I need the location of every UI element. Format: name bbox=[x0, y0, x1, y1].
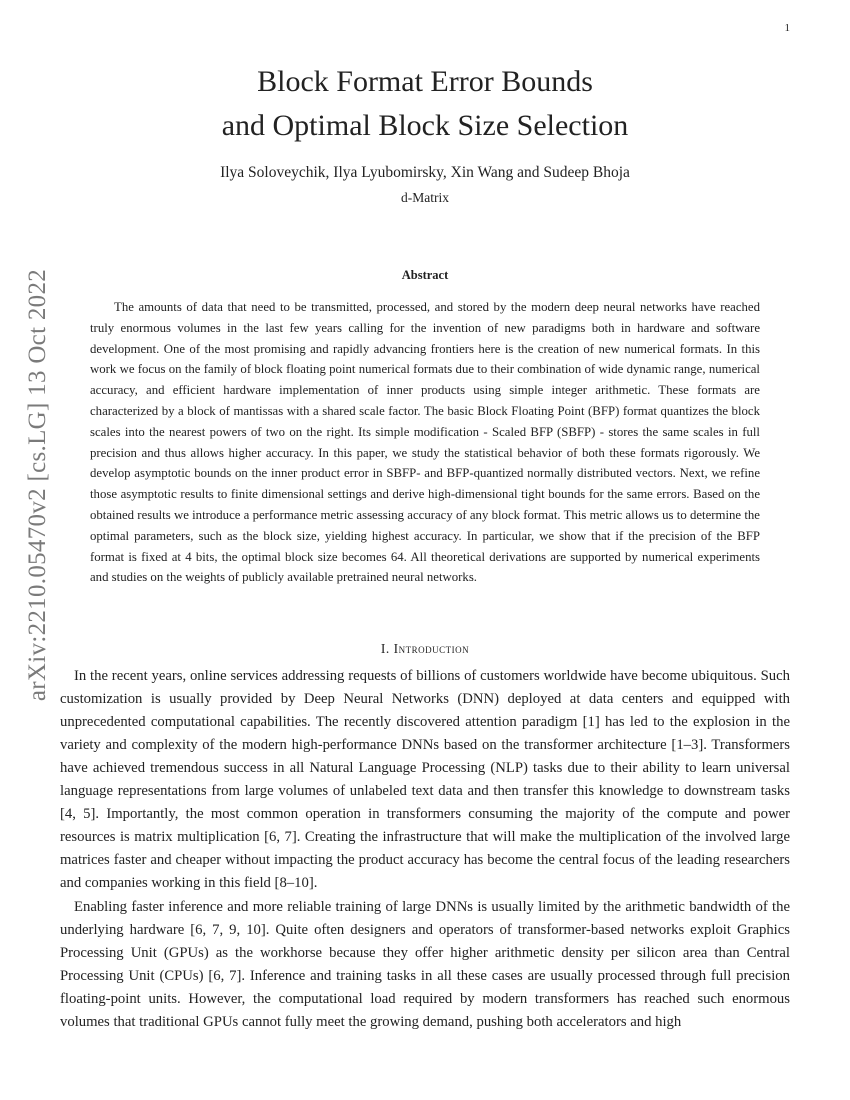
paper-title bbox=[0, 60, 850, 148]
arxiv-identifier-stamp: arXiv:2210.05470v2 [cs.LG] 13 Oct 2022 bbox=[24, 268, 51, 702]
paper-title-line-1: Block Format Error Bounds bbox=[257, 65, 593, 98]
abstract-heading: Abstract bbox=[401, 268, 449, 282]
section-title: Introduction bbox=[393, 641, 470, 656]
affiliation: d-Matrix bbox=[401, 190, 449, 205]
intro-paragraph-1: In the recent years, online services addressing requests of billions of customers worldwide have become ubiquitous. Such customization is usually provided by Deep Neural Networks (DNN) deployed at data centers and equipped with unprecedented computational capabilities. The recently discovered attention paradigm [1] has led to the explosion in the variety and complexity of the modern high-performance DNNs based on the transformer architecture [1–3]. Transformers have achieved tremendous success in all Natural Language Processing (NLP) tasks due to their ability to learn universal language representations from large volumes of unlabeled text data and then transfer this knowledge to downstream tasks [4, 5]. Importantly, the most common operation in transformers consuming the majority of the compute and power resources is matrix multiplication [6, 7]. Creating the infrastructure that will make the multiplication of the involved large matrices faster and cheaper without impacting the product accuracy has become the central focus of the leading researchers and companies working in this field [8–10]. bbox=[60, 668, 790, 891]
author-list: Ilya Soloveychik, Ilya Lyubomirsky, Xin Wang and Sudeep Bhoja bbox=[220, 164, 630, 181]
introduction-body bbox=[60, 665, 790, 1034]
abstract-text: The amounts of data that need to be transmitted, processed, and stored by the modern deep neural networks have reached truly enormous volumes in the last few years calling for the invention of new paradigms both in hardware and software development. One of the most promising and rapidly advancing frontiers here is the creation of new numerical formats. In this work we focus on the family of block floating point numerical formats due to their combination of wide dynamic range, numerical accuracy, and efficient hardware implementation of inner products using simple integer arithmetic. These formats are characterized by a block of mantissas with a shared scale factor. The basic Block Floating Point (BFP) format quantizes the block scales into the nearest powers of two on the right. Its simple modification - Scaled BFP (SBFP) - stores the same scales in full precision and thus allows higher accuracy. In this paper, we study the statistical behavior of both these formats rigorously. We develop asymptotic bounds on the inner product error in SBFP- and BFP-quantized normally distributed vectors. Next, we refine those asymptotic results to finite dimensional settings and derive high-dimensional tight bounds for the same errors. Based on the obtained results we introduce a performance metric assessing accuracy of any block format. This metric allows us to determine the optimal parameters, such as the block size, yielding highest accuracy. In particular, we show that if the precision of the BFP format is fixed at 4 bits, the optimal block size becomes 64. All theoretical derivations are supported by numerical experiments and studies on the weights of publicly available pretrained neural networks. bbox=[90, 300, 760, 585]
intro-paragraph-2: Enabling faster inference and more reliable training of large DNNs is usually limited by the arithmetic bandwidth of the underlying hardware [6, 7, 9, 10]. Quite often designers and operators of transformer-based networks exploit Graphics Processing Unit (GPUs) as the workhorse because they offer higher arithmetic density per silicon area than Central Processing Unit (CPUs) [6, 7]. Inference and training tasks in all these cases are usually processed through full precision floating-point units. However, the computational load required by modern transformers has reached such enormous volumes that traditional GPUs cannot fully meet the growing demand, pushing both accelerators and high bbox=[60, 899, 790, 1030]
paper-title-line-2: and Optimal Block Size Selection bbox=[221, 109, 629, 142]
section-number: I. bbox=[380, 641, 394, 656]
page-number: 1 bbox=[784, 22, 790, 34]
section-heading-introduction bbox=[0, 641, 850, 657]
